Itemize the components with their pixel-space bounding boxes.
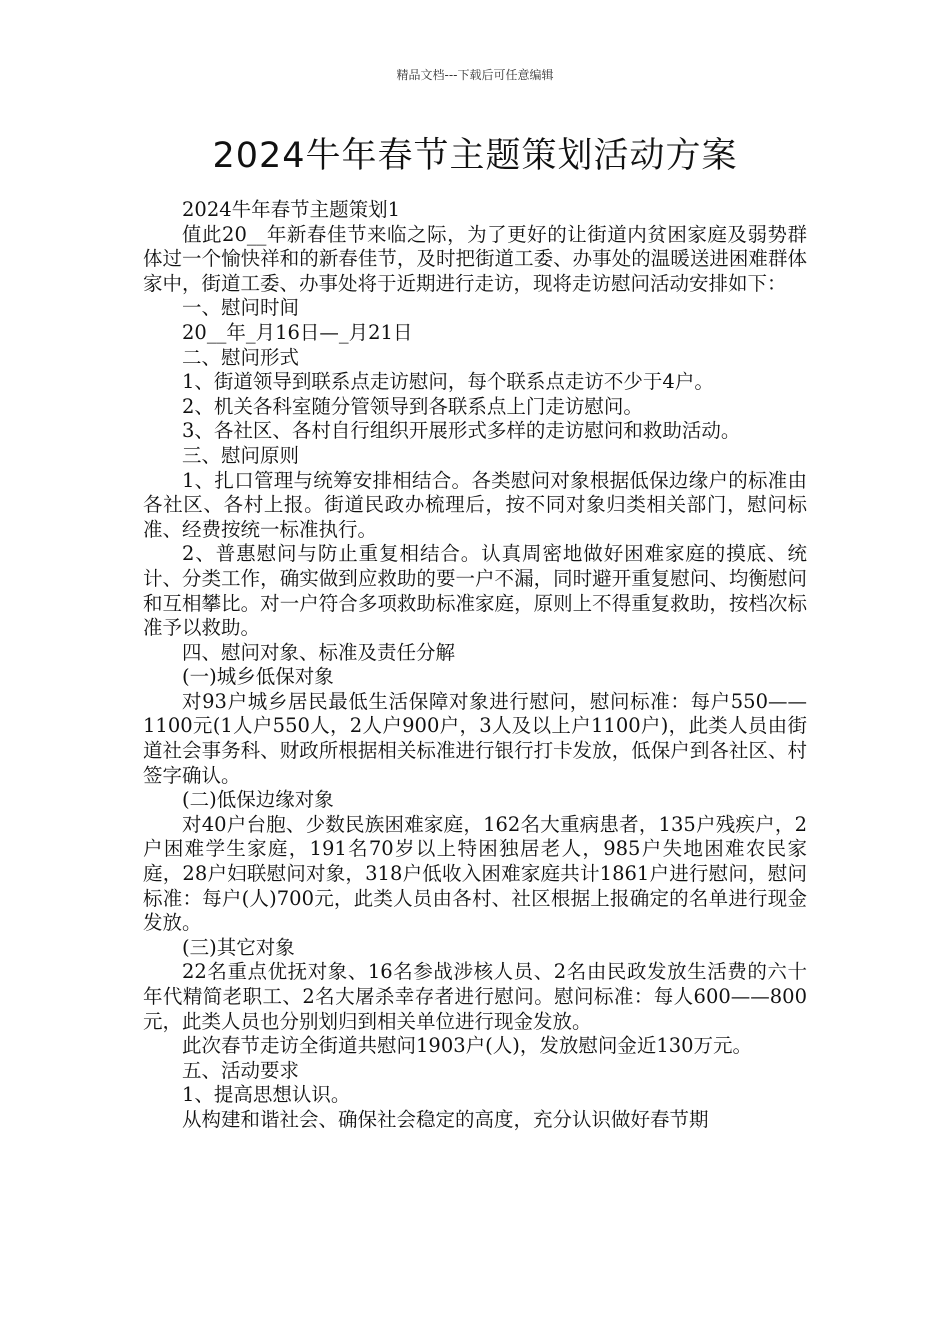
paragraph-edge: 对40户台胞、少数民族困难家庭，162名大重病患者，135户残疾户，2户困难学生家庭，191名70岁以上特困独居老人，985户失地困难农民家庭，28户妇联慰问对象，318户低收入困难家庭共计1861户进行慰问，慰问标准：每户(人)700元，此类人员由各村、社区根据上报确定的名单进行现金发放。 — [143, 812, 807, 935]
paragraph-summary: 此次春节走访全街道共慰问1903户(人)，发放慰问金近130万元。 — [182, 1034, 753, 1058]
paragraph-other: 22名重点优抚对象、16名参战涉核人员、2名由民政发放生活费的六十年代精简老职工、2名大屠杀幸存者进行慰问。慰问标准：每人600——800元，此类人员也分别划归到相关单位进行现金发放。 — [143, 960, 807, 1033]
paragraph-principle-2: 2、普惠慰问与防止重复相结合。认真周密地做好困难家庭的摸底、统计、分类工作，确实做到应救助的要一户不漏，同时避开重复慰问、均衡慰问和互相攀比。对一户符合多项救助标准家庭，原则上不得重复救助，按档次标准予以救助。 — [143, 542, 807, 640]
paragraph-requirement-1: 1、提高思想认识。 — [182, 1083, 351, 1107]
paragraph-intro: 值此20__年新春佳节来临之际，为了更好的让街道内贫困家庭及弱势群体过一个愉快祥和的新春佳节，及时把街道工委、办事处的温暖送进困难群体家中，街道工委、办事处将于近期进行走访，现将走访慰问活动安排如下： — [143, 222, 807, 295]
subheading-other: (三)其它对象 — [182, 935, 295, 959]
paragraph-requirement-1-body: 从构建和谐社会、确保社会稳定的高度，充分认识做好春节期 — [182, 1107, 709, 1131]
section-heading-targets: 四、慰问对象、标准及责任分解 — [182, 640, 456, 664]
paragraph-urban-rural: 对93户城乡居民最低生活保障对象进行慰问，慰问标准：每户550——1100元(1人户550人，2人户900户，3人及以上户1100户)，此类人员由街道社会事务科、财政所根据相关标准进行银行打卡发放，低保户到各社区、村签字确认。 — [143, 689, 807, 787]
paragraph-form-2: 2、机关各科室随分管领导到各联系点上门走访慰问。 — [182, 394, 643, 418]
section-heading-form: 二、慰问形式 — [182, 345, 300, 369]
section-heading-requirements: 五、活动要求 — [182, 1058, 300, 1082]
subheading-urban-rural: (一)城乡低保对象 — [182, 665, 334, 689]
paragraph-form-1: 1、街道领导到联系点走访慰问，每个联系点走访不少于4户。 — [182, 370, 714, 394]
header-note: 精品文档---下载后可任意编辑 — [396, 68, 554, 82]
paragraph-form-3: 3、各社区、各村自行组织开展形式多样的走访慰问和救助活动。 — [182, 419, 741, 443]
section-heading-time: 一、慰问时间 — [182, 296, 300, 320]
paragraph-subtitle: 2024牛年春节主题策划1 — [182, 198, 401, 221]
paragraph-date-range: 20__年_月16日—_月21日 — [182, 320, 413, 344]
document-title: 2024牛年春节主题策划活动方案 — [212, 136, 738, 176]
paragraph-principle-1: 1、扎口管理与统筹安排相结合。各类慰问对象根据低保边缘户的标准由各社区、各村上报。街道民政办梳理后，按不同对象归类相关部门，慰问标准、经费按统一标准执行。 — [143, 468, 807, 541]
document-body — [143, 198, 807, 1133]
subheading-edge: (二)低保边缘对象 — [182, 788, 334, 812]
section-heading-principle: 三、慰问原则 — [182, 443, 300, 467]
